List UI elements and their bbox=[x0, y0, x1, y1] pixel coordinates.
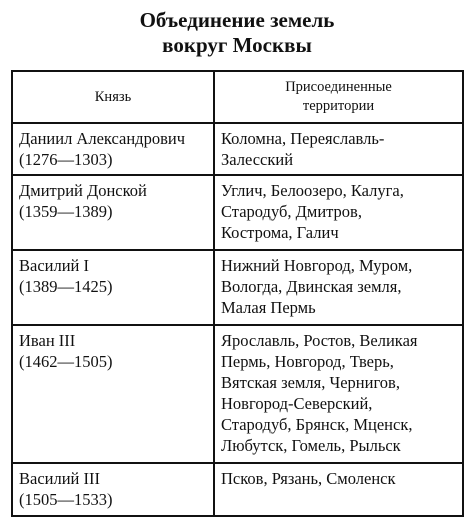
territories-cell bbox=[214, 250, 463, 325]
territory-line: Коломна, Переяславль- bbox=[221, 129, 385, 148]
territories-cell bbox=[214, 123, 463, 175]
territory-line: Вологда, Двинская земля, bbox=[221, 277, 402, 296]
territory-line: Нижний Новгород, Муром, bbox=[221, 256, 413, 275]
table-header-row bbox=[12, 71, 463, 123]
territory-line: Вятская земля, Чернигов, bbox=[221, 373, 400, 392]
prince-years: (1462—1505) bbox=[19, 352, 113, 371]
prince-name: Дмитрий Донской bbox=[19, 181, 147, 200]
prince-years: (1389—1425) bbox=[19, 277, 113, 296]
territory-line: Стародуб, Брянск, Мценск, bbox=[221, 415, 413, 434]
prince-cell bbox=[12, 463, 214, 516]
table-row bbox=[12, 250, 463, 325]
header-territories-line-2: территории bbox=[302, 98, 375, 114]
prince-name: Василий III bbox=[19, 469, 100, 488]
territory-line: Малая Пермь bbox=[221, 298, 316, 317]
territories-cell bbox=[214, 325, 463, 463]
prince-years: (1359—1389) bbox=[19, 202, 113, 221]
territory-line: Кострома, Галич bbox=[221, 223, 339, 242]
table-row bbox=[12, 463, 463, 516]
header-prince: Князь bbox=[12, 71, 214, 123]
territory-line: Стародуб, Дмитров, bbox=[221, 202, 362, 221]
title-line-2: вокруг Москвы bbox=[162, 33, 312, 57]
header-territories-line-1: Присоединенные bbox=[285, 79, 392, 95]
title-line-1: Объединение земель bbox=[139, 8, 335, 32]
header-territories bbox=[214, 71, 463, 123]
prince-cell bbox=[12, 325, 214, 463]
prince-cell bbox=[12, 250, 214, 325]
table-row bbox=[12, 123, 463, 175]
territory-line: Новгород-Северский, bbox=[221, 394, 373, 413]
territory-line: Углич, Белоозеро, Калуга, bbox=[221, 181, 404, 200]
territories-cell bbox=[214, 175, 463, 250]
territory-line: Псков, Рязань, Смоленск bbox=[221, 469, 396, 488]
territory-line: Ярославль, Ростов, Великая bbox=[221, 331, 418, 350]
prince-name: Иван III bbox=[19, 331, 76, 350]
lands-table bbox=[11, 70, 464, 517]
table-row bbox=[12, 325, 463, 463]
prince-cell bbox=[12, 175, 214, 250]
table-row bbox=[12, 175, 463, 250]
territories-cell bbox=[214, 463, 463, 516]
page-title bbox=[0, 8, 474, 58]
prince-cell bbox=[12, 123, 214, 175]
prince-years: (1505—1533) bbox=[19, 490, 113, 509]
territory-line: Любутск, Гомель, Рыльск bbox=[221, 436, 401, 455]
territory-line: Пермь, Новгород, Тверь, bbox=[221, 352, 394, 371]
territory-line: Залесский bbox=[221, 150, 294, 169]
prince-name: Даниил Александрович bbox=[19, 129, 185, 148]
prince-name: Василий I bbox=[19, 256, 89, 275]
prince-years: (1276—1303) bbox=[19, 150, 113, 169]
